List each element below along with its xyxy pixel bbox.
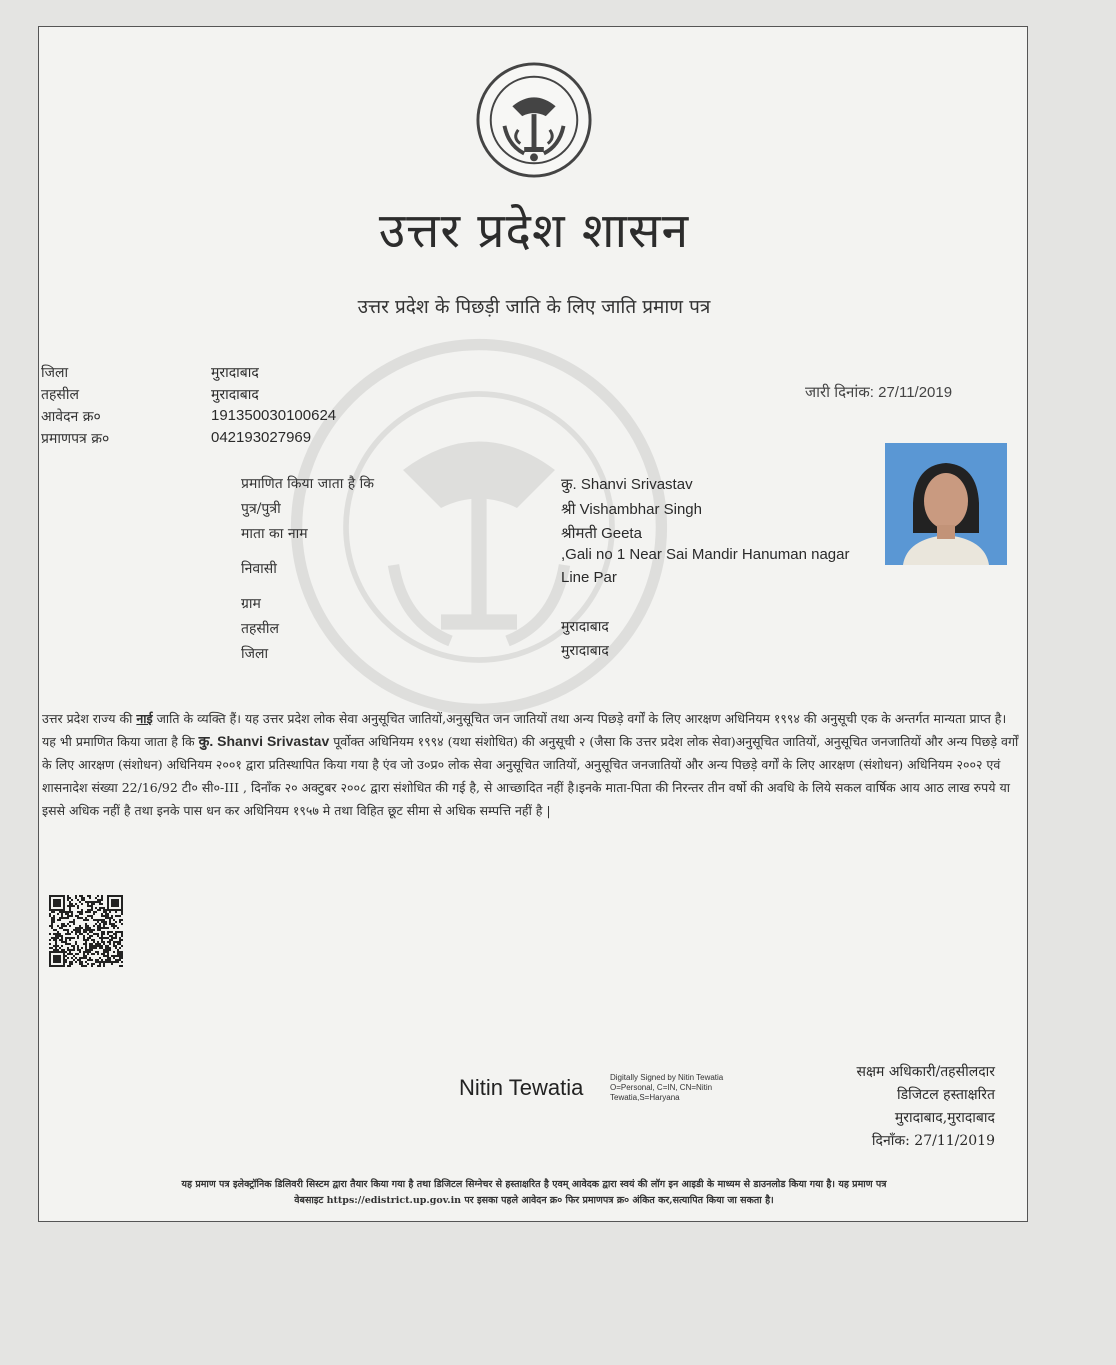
application-label: आवेदन क्र० [41, 409, 101, 425]
person-tehsil-label: तहसील [241, 621, 279, 637]
issue-date: जारी दिनांक: 27/11/2019 [805, 384, 953, 401]
district-value: मुरादाबाद [211, 365, 259, 381]
tehsil-value: मुरादाबाद [211, 387, 259, 403]
applicant-name: कु. Shanvi Srivastav [561, 476, 693, 493]
certificate-label: प्रमाणपत्र क्र० [41, 431, 110, 447]
person-silhouette-icon [885, 443, 1007, 565]
applicant-photo [885, 443, 1007, 565]
person-district-value: मुरादाबाद [561, 643, 609, 659]
body-paragraph-2: यह भी प्रमाणित किया जाता है कि कु. Shanvi Srivastav पूर्वोक्त अधिनियम १९९४ (यथा संशोधित) की अनुसूची २ (जैसा कि उत्तर प्रदेश लोक सेवा)अनुसूचित जातियों, अनुसूचित जनजातियों और अन्य पिछड़े वर्गों के लिए आरक्षण (संशोधन) अधिनियम २००१ द्वारा प्रतिस्थापित किया गया है एंव जो उ०प्र० लोक सेवा अनुसूचित जातियों, अनुसूचित जनजातियों और अन्य पिछड़े वर्गों के लिए आरक्षण (संशोधन) अधिनियम २००२ एवं शासनादेश संख्या 22/16/92 टी० सी०-III , दिनाँक २० अक्टुबर २००८ द्वारा संशोधित की गई है, से आच्छादित नहीं है।इनके माता-पिता की निरन्तर तीन वर्षो की अवधि के लिये सकल वार्षिक आय आठ लाख रुपये या इससे अधिक नहीं है तथा इनके पास धन कर अधिनियम १९५७ मे तथा विहित छूट सीमा से अधिक सम्पत्ति नहीं है | [42, 733, 1019, 818]
page-subtitle: उत्तर प्रदेश के पिछड़ी जाति के लिए जाति प्रमाण पत्र [357, 296, 711, 318]
certificate-body [42, 707, 1027, 822]
body-paragraph-1: उत्तर प्रदेश राज्य की नाई जाति के व्यक्ति हैं। यह उत्तर प्रदेश लोक सेवा अनुसूचित जातियों,अनुसूचित जन जातियों तथा अन्य पिछड़े वर्गों के लिए आरक्षण अधिनियम १९९४ की अनुसूची एक के अन्तर्गत मान्यता प्राप्त है। [42, 711, 1007, 726]
officer-title: सक्षम अधिकारी/तहसीलदार [856, 1064, 995, 1080]
caste-name: नाई [136, 711, 153, 726]
village-label: ग्राम [241, 596, 261, 612]
mother-name: श्रीमती Geeta [561, 525, 642, 542]
officer-date: दिनाँक: 27/11/2019 [871, 1133, 995, 1149]
qr-code-icon [49, 895, 123, 967]
officer-place: मुरादाबाद,मुरादाबाद [894, 1110, 995, 1126]
district-label: जिला [41, 365, 69, 381]
officer-signed: डिजिटल हस्ताक्षरित [897, 1087, 995, 1103]
digital-signature-info: Digitally Signed by Nitin Tewatia O=Personal, C=IN, CN=Nitin Tewatia,S=Haryana [610, 1073, 724, 1102]
application-number: 191350030100624 [211, 407, 337, 424]
officer-block [799, 1061, 995, 1153]
state-emblem-logo [475, 61, 593, 179]
mother-label: माता का नाम [241, 526, 308, 542]
footer-line-2: वेबसाइट https://edistrict.up.gov.in पर इसका पहले आवेदन क्र० फिर प्रमाणपत्र क्र० अंकित कर,सत्यापित किया जा सकता है। [294, 1195, 774, 1206]
page-title: उत्तर प्रदेश शासन [378, 203, 690, 259]
footer-line-1: यह प्रमाण पत्र इलेक्ट्रॉनिक डिलिवरी सिस्टम द्वारा तैयार किया गया है तथा डिजिटल सिग्नेचर से हस्ताक्षरित है एवम् आवेदक द्वारा स्वयं की लॉग इन आइडी के माध्यम से डाउनलोड किया गया है। यह प्रमाण पत्र [181, 1179, 887, 1190]
address-line-1: ,Gali no 1 Near Sai Mandir Hanuman nagar [561, 546, 850, 563]
child-of-label: पुत्र/पुत्री [241, 501, 281, 517]
person-tehsil-value: मुरादाबाद [561, 619, 609, 635]
certified-label: प्रमाणित किया जाता है कि [241, 476, 375, 492]
address-line-2: Line Par [561, 569, 617, 586]
tehsil-label: तहसील [41, 387, 79, 403]
footer-note [49, 1177, 1019, 1209]
certificate-sheet [38, 26, 1028, 1222]
certificate-number: 042193027969 [211, 429, 312, 446]
father-name: श्री Vishambhar Singh [561, 501, 702, 518]
signer-name: Nitin Tewatia [459, 1075, 584, 1100]
person-district-label: जिला [241, 646, 269, 662]
body-applicant-name: कु. Shanvi Srivastav [198, 733, 330, 749]
resident-label: निवासी [241, 561, 277, 577]
